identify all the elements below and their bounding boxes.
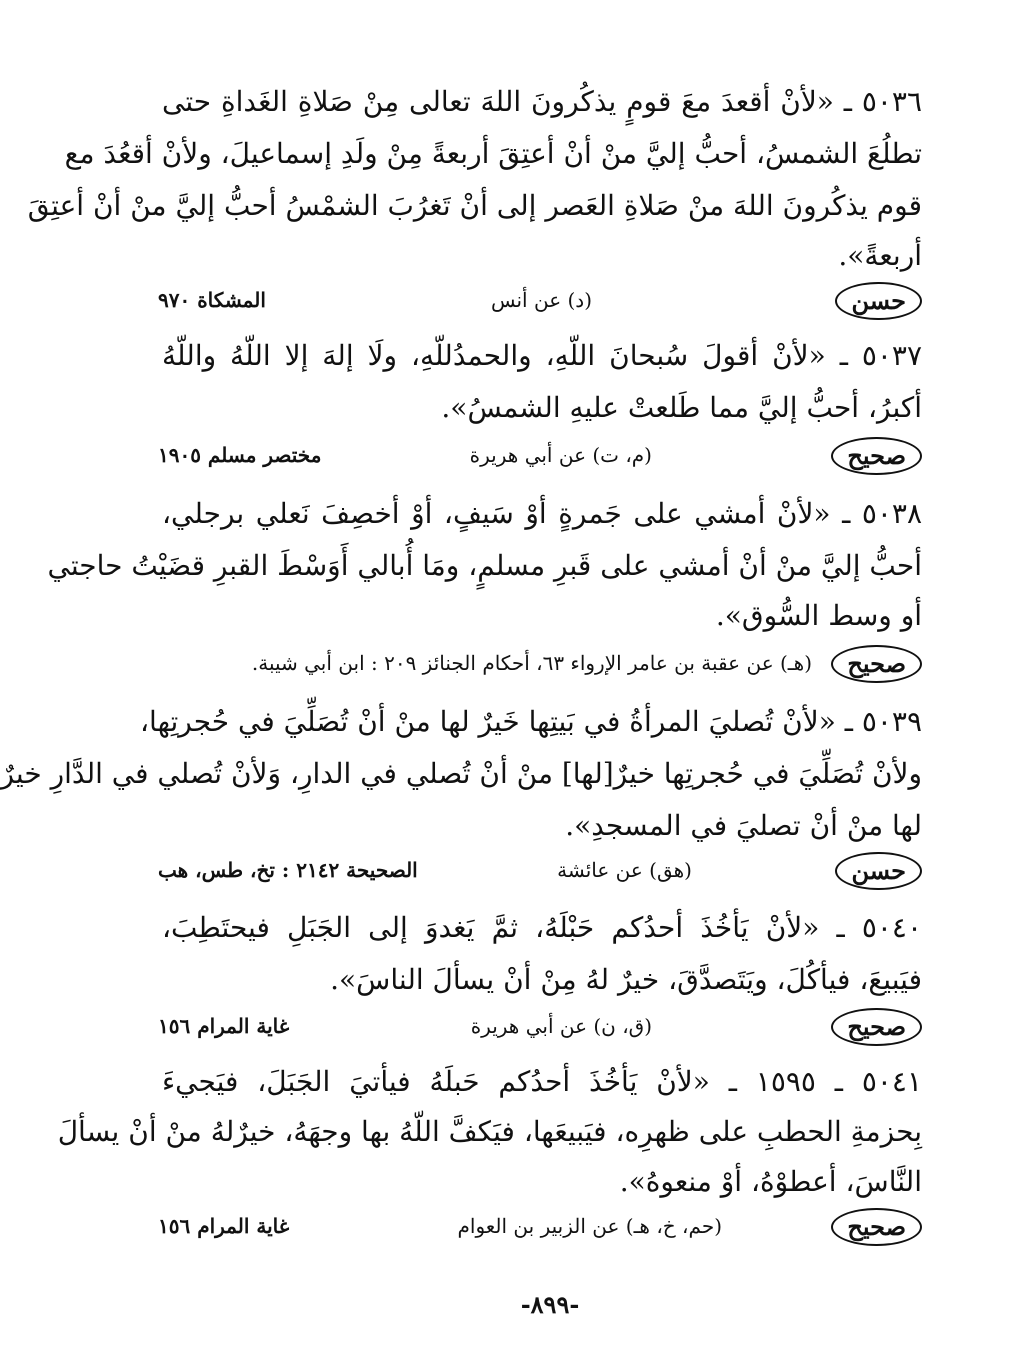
- hadith-5038-line-2: أحبُّ إليَّ منْ أنْ أمشي على قَبرِ مسلمٍ، ومَا أُبالي أَوَسْطَ القبرِ قضَيْتُ حاجتي: [47, 549, 922, 582]
- grade-badge: حسن: [835, 852, 922, 890]
- reference: غاية المرام ١٥٦: [158, 1014, 290, 1038]
- hadith-5041-line-3: النَّاسَ، أعطوْهُ، أوْ منعوهُ».: [619, 1165, 922, 1198]
- source-attribution: (حم، خ، هـ) عن الزبير بن العوام: [457, 1214, 722, 1238]
- source-attribution: (هـ) عن عقبة بن عامر الإرواء ٦٣، أحكام الجنائز ٢٠٩ : ابن أبي شيبة.: [251, 651, 812, 675]
- hadith-5036-line-1: ٥٠٣٦ ـ «لأنْ أقعدَ معَ قومٍ يذكُرونَ اللهَ تعالى مِنْ صَلاةِ الغَداةِ حتى: [162, 85, 922, 118]
- grade-badge: صحيح: [831, 1008, 922, 1046]
- source-attribution: (د) عن أنس: [490, 288, 592, 312]
- source-attribution: (ق، ن) عن أبي هريرة: [470, 1014, 652, 1038]
- reference: مختصر مسلم ١٩٠٥: [158, 443, 322, 467]
- hadith-5037-line-1: ٥٠٣٧ ـ «لأنْ أقولَ سُبحانَ اللّهِ، والحمدُللّهِ، ولَا إلهَ إلا اللّهُ واللّهُ: [162, 339, 922, 372]
- hadith-5041-line-2: بِحزمةِ الحطبِ على ظهرِه، فيَبيعَها، فيَكفَّ اللّهُ بها وجهَهُ، خيرٌلهُ منْ أنْ يسألَ: [57, 1115, 922, 1148]
- hadith-5038-line-3: أو وسط السُّوق».: [715, 599, 922, 632]
- hadith-5037-grading-row: [158, 437, 922, 473]
- hadith-5036-line-3: قوم يذكُرونَ اللهَ منْ صَلاةِ العَصر إلى أنْ تَغرُبَ الشمْسُ أحبُّ إليَّ منْ أنْ أعتِقَ: [27, 189, 922, 222]
- reference: الصحيحة ٢١٤٢ : تخ، طس، هب: [158, 858, 418, 882]
- reference: غاية المرام ١٥٦: [158, 1214, 290, 1238]
- hadith-5041-grading-row: [158, 1208, 922, 1244]
- grade-badge: صحيح: [831, 437, 922, 475]
- hadith-5040-line-1: ٥٠٤٠ ـ «لأنْ يَأخُذَ أحدُكم حَبْلَهُ، ثمَّ يَغدوَ إلى الجَبَلِ فيحتَطِبَ،: [162, 911, 922, 944]
- hadith-5040-line-2: فيَبيعَ، فيأكُلَ، ويَتَصدَّقَ، خيرٌ لهُ مِنْ أنْ يسألَ الناسَ».: [330, 963, 922, 996]
- hadith-5039-line-3: لها منْ أنْ تصليَ في المسجدِ».: [565, 809, 922, 842]
- hadith-5039-grading-row: [158, 852, 922, 888]
- reference: المشكاة ٩٧٠: [158, 288, 266, 312]
- source-attribution: (م، ت) عن أبي هريرة: [469, 443, 652, 467]
- hadith-5038-grading-row: [158, 645, 922, 681]
- hadith-5036-line-4: أربعةً».: [838, 239, 922, 272]
- hadith-5036-grading-row: [158, 282, 922, 318]
- hadith-5041-line-1: ٥٠٤١ ـ ١٥٩٥ ـ «لأنْ يَأخُذَ أحدُكم حَبلَهُ فيأتيَ الجَبَلَ، فيَجيءَ: [162, 1065, 922, 1098]
- source-attribution: (هق) عن عائشة: [557, 858, 692, 882]
- hadith-5037-line-2: أكبرُ، أحبُّ إليَّ مما طَلعتْ عليهِ الشمسُ».: [441, 391, 922, 424]
- grade-badge: صحيح: [831, 1208, 922, 1246]
- hadith-5039-line-2: ولأنْ تُصَلِّيَ في حُجرتِها خيرٌ[لها] منْ أنْ تُصلي في الدارِ، وَلأنْ تُصلي في الدَّارِ خيرٌ: [0, 757, 922, 790]
- grade-badge: حسن: [835, 282, 922, 320]
- hadith-5039-line-1: ٥٠٣٩ ـ «لأنْ تُصليَ المرأةُ في بَيتِها خَيرٌ لها منْ أنْ تُصَلِّيَ في حُجرتِها،: [140, 705, 922, 738]
- hadith-5036-line-2: تطلُعَ الشمسُ، أحبُّ إليَّ منْ أنْ أعتِقَ أربعةً مِنْ ولَدِ إسماعيلَ، ولأنْ أقعُدَ مع: [64, 137, 922, 170]
- hadith-5040-grading-row: [158, 1008, 922, 1044]
- grade-badge: صحيح: [831, 645, 922, 683]
- hadith-5038-line-1: ٥٠٣٨ ـ «لأنْ أمشي على جَمرةٍ أوْ سَيفٍ، أوْ أخصِفَ نَعلي برجلي،: [162, 497, 922, 530]
- page-number: -٨٩٩-: [520, 1290, 580, 1319]
